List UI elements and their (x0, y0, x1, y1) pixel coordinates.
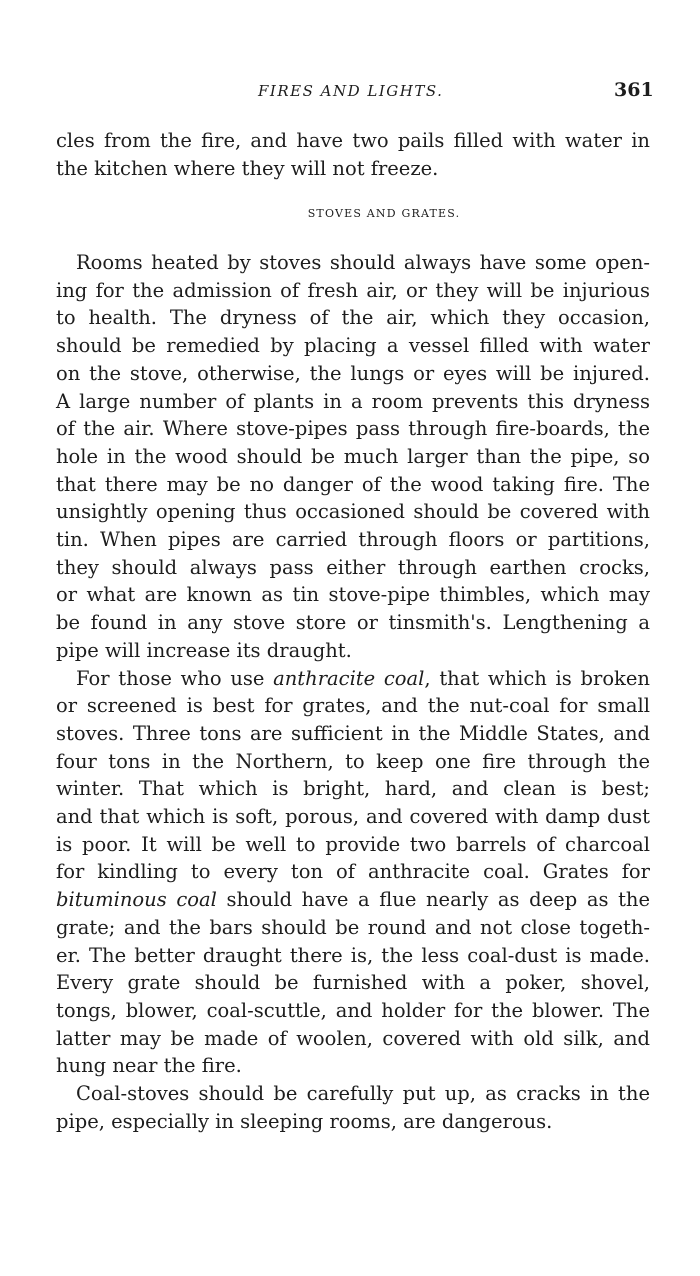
text-line: pipe, especially in sleeping rooms, are dangerous. (56, 1109, 553, 1133)
text-line: to health. The dryness of the air, which they occasion, (56, 306, 650, 330)
text-line: latter may be made of woolen, covered with old silk, and (56, 1026, 650, 1050)
text-line: A large number of plants in a room prevents this dryness (56, 389, 650, 413)
running-header (0, 80, 700, 104)
paragraph-coal (56, 665, 650, 1081)
text-run: , that which is broken (424, 666, 650, 690)
text-line: should be remedied by placing a vessel filled with water (56, 334, 650, 358)
text-line: is poor. It will be well to provide two barrels of charcoal (56, 832, 650, 856)
text-line: unsightly opening thus occasioned should be covered with (56, 500, 650, 524)
text-line: hole in the wood should be much larger than the pipe, so (56, 444, 650, 468)
text-line: that there may be no danger of the wood taking fire. The (56, 472, 650, 496)
text-line: grate; and the bars should be round and not close togeth- (56, 915, 650, 939)
text-line (56, 886, 650, 914)
body-text (56, 249, 650, 1136)
continuation-paragraph (56, 127, 650, 182)
section-heading-text: STOVES AND GRATES. (307, 207, 461, 220)
text-line: Coal-stoves should be carefully put up, as cracks in the (76, 1082, 650, 1106)
text-run: For those who use (76, 666, 274, 690)
text-line: on the stove, otherwise, the lungs or eyes will be injured. (56, 361, 650, 385)
text-line: cles from the fire, and have two pails filled with water in (56, 129, 650, 152)
italic-term: anthracite coal (273, 666, 425, 690)
section-heading (0, 206, 700, 222)
text-line: tin. When pipes are carried through floors or partitions, (56, 528, 650, 552)
paragraph-stoves (56, 249, 650, 665)
running-title: FIRES AND LIGHTS. (258, 82, 444, 100)
text-line: or what are known as tin stove-pipe thimbles, which may (56, 583, 650, 607)
text-line: winter. That which is bright, hard, and clean is best; (56, 777, 650, 801)
text-line: the kitchen where they will not freeze. (56, 156, 439, 180)
text-line: stoves. Three tons are sufficient in the Middle States, and (56, 721, 650, 745)
text-line (56, 665, 650, 693)
text-line: or screened is best for grates, and the nut-coal for small (56, 694, 650, 718)
text-line: pipe will increase its draught. (56, 638, 352, 662)
text-line: tongs, blower, coal-scuttle, and holder for the blower. The (56, 998, 650, 1022)
text-line: they should always pass either through earthen crocks, (56, 555, 650, 579)
page-number: 361 (614, 79, 654, 101)
text-line: of the air. Where stove-pipes pass through fire-boards, the (56, 417, 650, 441)
text-line: er. The better draught there is, the less coal-dust is made. (56, 943, 650, 967)
text-line: for kindling to every ton of anthracite coal. Grates for (56, 860, 650, 884)
text-run: should have a flue nearly as deep as the (216, 888, 651, 912)
italic-term: bituminous coal (56, 888, 217, 912)
text-line: Rooms heated by stoves should always have some open- (76, 251, 650, 274)
paragraph-coal-stoves (56, 1080, 650, 1135)
text-line: hung near the fire. (56, 1054, 242, 1078)
text-line: four tons in the Northern, to keep one fire through the (56, 749, 650, 773)
text-line: be found in any stove store or tinsmith's. Lengthening a (56, 611, 650, 635)
text-line: and that which is soft, porous, and covered with damp dust (56, 805, 650, 829)
text-line: ing for the admission of fresh air, or they will be injurious (56, 278, 650, 302)
text-line: Every grate should be furnished with a poker, shovel, (56, 971, 650, 995)
